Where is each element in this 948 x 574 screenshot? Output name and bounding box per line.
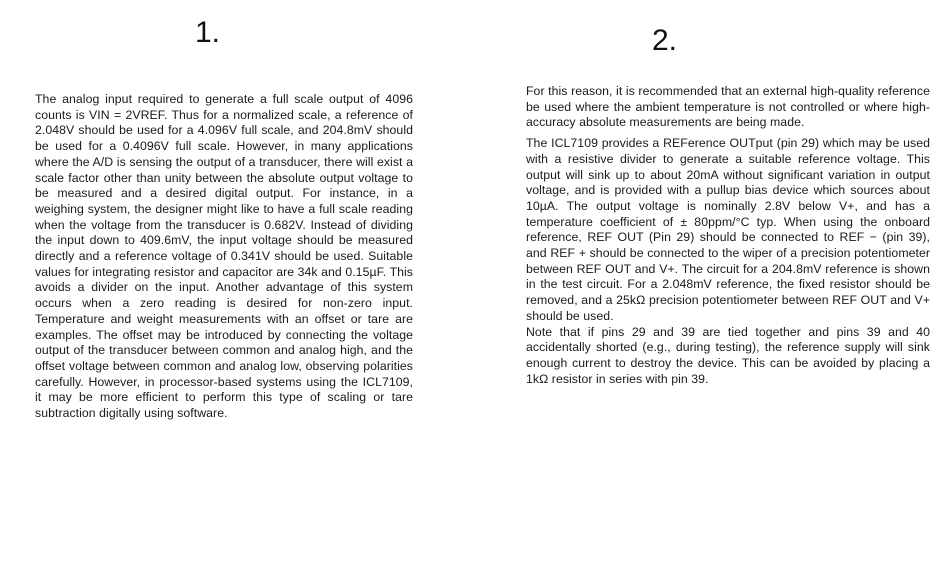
column-2-paragraph-1: For this reason, it is recommended that an external high-quality reference be used where the ambient temperature is not controlled or where high-accuracy absolute measurements are being made. xyxy=(526,84,930,130)
column-1-number: 1. xyxy=(195,16,221,49)
column-1-paragraph: The analog input required to generate a full scale output of 4096 counts is VIN = 2VREF. Thus for a normalized scale, a reference of 2.048V should be used for a 4.096V full scale, and 204.8mV should be used for a 0.4096V full scale. However, in many applications where the A/D is sensing the output of a transducer, there will exist a scale factor other than unity between the absolute output voltage to be measured and a desired digital output. For instance, in a weighing system, the designer might like to have a full scale reading when the voltage from the transducer is 0.682V. Instead of dividing the input down to 409.6mV, the input voltage should be measured directly and a reference voltage of 0.341V should be used. Suitable values for integrating resistor and capacitor are 34k and 0.15µF. This avoids a divider on the input. Another advantage of this system occurs when a zero reading is desired for non-zero input. Temperature and weight measurements with an offset or tare are examples. The offset may be introduced by connecting the voltage output of the transducer between common and analog high, and the offset voltage between common and analog low, observing polarities carefully. However, in processor-based systems using the ICL7109, it may be more efficient to perform this type of scaling or tare subtraction digitally using software. xyxy=(35,92,413,421)
column-2-number: 2. xyxy=(652,24,678,57)
column-2-text xyxy=(526,84,930,387)
column-1-text xyxy=(35,92,413,422)
column-2-paragraph-3: Note that if pins 29 and 39 are tied together and pins 39 and 40 accidentally shorted (e.g., during testing), the reference supply will sink enough current to destroy the device. This can be avoided by placing a 1kΩ resistor in series with pin 39. xyxy=(526,324,930,386)
column-2-paragraph-2: The ICL7109 provides a REFerence OUTput (pin 29) which may be used with a resistive divider to generate a suitable reference voltage. This output will sink up to about 20mA without significant variation in output voltage, and is provided with a pullup bias device which sources about 10µA. The output voltage is nominally 2.8V below V+, and has a temperature coefficient of ± 80ppm/°C typ. When using the onboard reference, REF OUT (Pin 29) should be connected to REF − (pin 39), and REF + should be connected to the wiper of a precision potentiometer between REF OUT and V+. The circuit for a 204.8mV reference is shown in the test circuit. For a 2.048mV reference, the fixed resistor should be removed, and a 25kΩ precision potentiometer between REF OUT and V+ should be used. xyxy=(526,136,930,323)
